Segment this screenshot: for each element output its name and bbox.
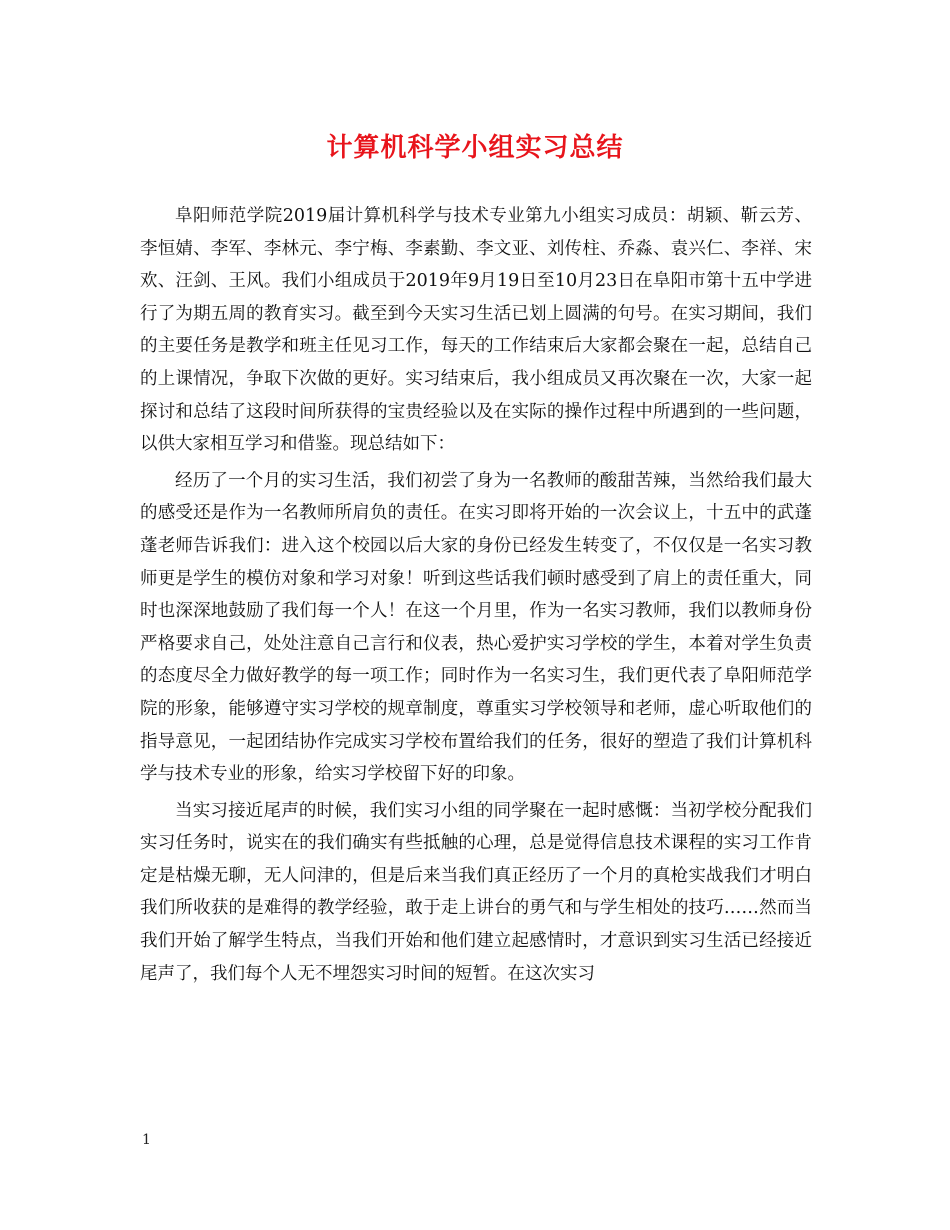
paragraph-intro: 阜阳师范学院2019届计算机科学与技术专业第九小组实习成员：胡颖、靳云芳、李恒婧、李军、李林元、李宁梅、李素勤、李文亚、刘传柱、乔淼、袁兴仁、李祥、宋欢、汪剑、王风。我们小组成员于2019年9月19日至10月23日在阜阳市第十五中学进行了为期五周的教育实习。截至到今天实习生活已划上圆满的句号。在实习期间，我们的主要任务是教学和班主任见习工作，每天的工作结束后大家都会聚在一起，总结自己的上课情况，争取下次做的更好。实习结束后，我小组成员又再次聚在一次，大家一起探讨和总结了这段时间所获得的宝贵经验以及在实际的操作过程中所遇到的一些问题，以供大家相互学习和借鉴。现总结如下： [140, 206, 812, 455]
document-title: 计算机科学小组实习总结 [326, 133, 624, 163]
document-body [140, 200, 812, 994]
paragraph-experience: 经历了一个月的实习生活，我们初尝了身为一名教师的酸甜苦辣，当然给我们最大的感受还是作为一名教师所肩负的责任。在实习即将开始的一次会议上，十五中的武蓬蓬老师告诉我们：进入这个校园以后大家的身份已经发生转变了，不仅仅是一名实习教师更是学生的模仿对象和学习对象！听到这些话我们顿时感受到了肩上的责任重大，同时也深深地鼓励了我们每一个人！在这一个月里，作为一名实习教师，我们以教师身份严格要求自己，处处注意自己言行和仪表，热心爱护实习学校的学生，本着对学生负责的态度尽全力做好教学的每一项工作；同时作为一名实习生，我们更代表了阜阳师范学院的形象，能够遵守实习学校的规章制度，尊重实习学校领导和老师，虚心听取他们的指导意见，一起团结协作完成实习学校布置给我们的任务，很好的塑造了我们计算机科学与技术专业的形象，给实习学校留下好的印象。 [140, 470, 812, 785]
page-number: 1 [142, 1132, 151, 1148]
paragraph-conclusion: 当实习接近尾声的时候，我们实习小组的同学聚在一起时感慨：当初学校分配我们实习任务时，说实在的我们确实有些抵触的心理，总是觉得信息技术课程的实习工作肯定是枯燥无聊，无人问津的，但是后来当我们真正经历了一个月的真枪实战我们才明白我们所收获的是难得的教学经验，敢于走上讲台的勇气和与学生相处的技巧……然而当我们开始了解学生特点，当我们开始和他们建立起感情时，才意识到实习生活已经接近尾声了，我们每个人无不埋怨实习时间的短暂。在这次实习 [140, 800, 812, 984]
